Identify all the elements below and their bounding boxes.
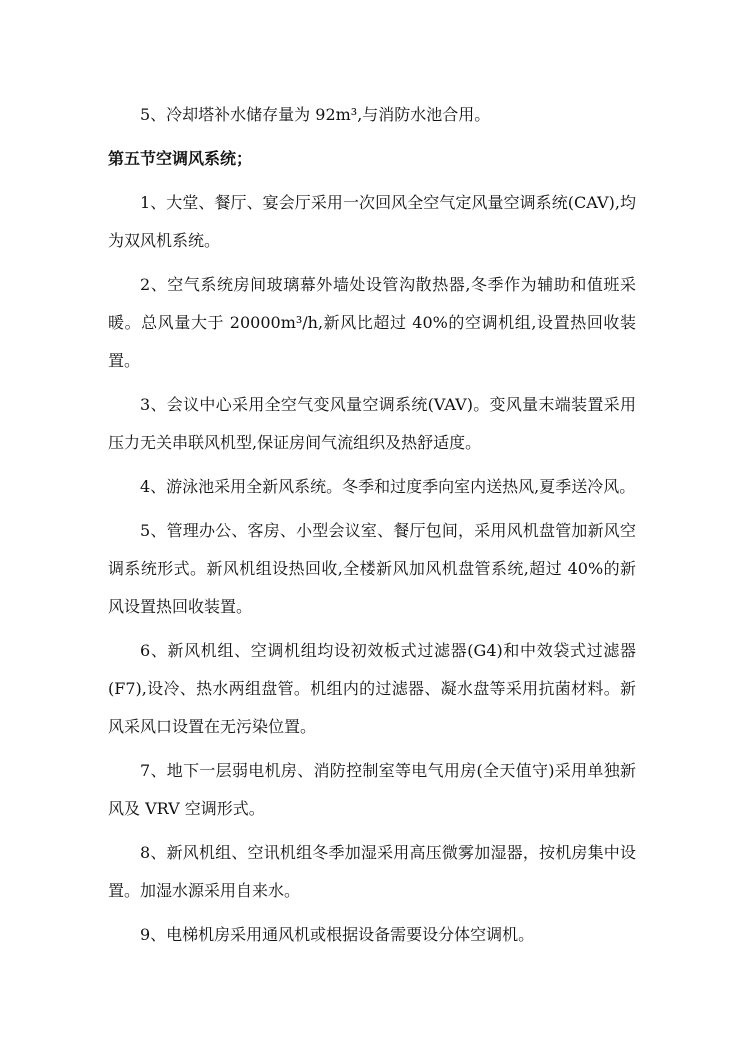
document-page [108,96,636,960]
section-title: 第五节空调风系统； [108,149,253,168]
cooling-tower-item: 5、冷却塔补水储存量为 92m³,与消防水池合用。 [140,105,491,124]
paragraph-item-4: 4、游泳池采用全新风系统。冬季和过度季向室内送热风,夏季送冷风。 [140,477,636,496]
paragraph-item-7: 7、地下一层弱电机房、消防控制室等电气用房(全天值守)采用单独新风及 VRV 空调形式。 [108,761,636,818]
paragraph-item-2: 2、空气系统房间玻璃幕外墙处设管沟散热器,冬季作为辅助和值班采暖。总风量大于 20000m³/h,新风比超过 40%的空调机组,设置热回收装置。 [108,275,636,370]
paragraph-item-1: 1、大堂、餐厅、宴会厅采用一次回风全空气定风量空调系统(CAV),均为双风机系统。 [108,193,636,250]
paragraph-item-3: 3、会议中心采用全空气变风量空调系统(VAV)。变风量末端装置采用压力无关串联风机型,保证房间气流组织及热舒适度。 [108,395,636,452]
paragraph-item-5: 5、管理办公、客房、小型会议室、餐厅包间，采用风机盘管加新风空调系统形式。新风机组设热回收,全楼新风加风机盘管系统,超过 40%的新风设置热回收装置。 [108,521,636,616]
paragraph-item-6: 6、新风机组、空调机组均设初效板式过滤器(G4)和中效袋式过滤器(F7),设冷、热水两组盘管。机组内的过滤器、凝水盘等采用抗菌材料。新风采风口设置在无污染位置。 [108,641,636,736]
paragraph-item-8: 8、新风机组、空讯机组冬季加湿采用高压微雾加湿器，按机房集中设置。加湿水源采用自来水。 [108,843,636,900]
paragraph-item-9: 9、电梯机房采用通风机或根据设备需要设分体空调机。 [140,925,535,944]
